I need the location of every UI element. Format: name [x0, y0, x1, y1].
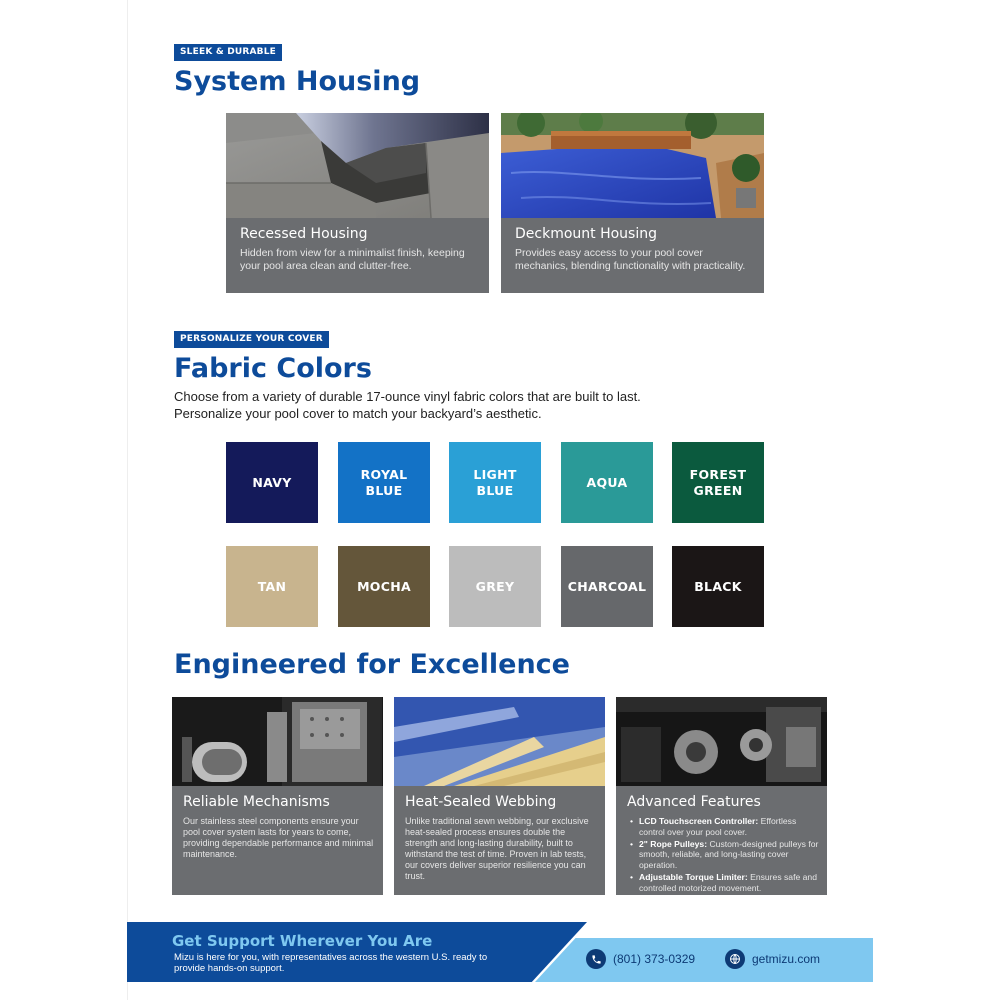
feature-card-webbing [394, 697, 605, 895]
color-swatch-mocha [338, 546, 430, 627]
card-description: Hidden from view for a minimalist finish, keeping your pool area clean and clutter-free. [240, 247, 465, 272]
card-title: Recessed Housing [240, 226, 368, 242]
card-title: Advanced Features [627, 794, 761, 810]
card-description: Unlike traditional sewn webbing, our exclusive heat-sealed process ensures double the strength and long-lasting durability, built to withstand the test of time. Proven in lab tests, our covers deliver superior resilience you can trust. [405, 816, 589, 881]
feature-item [628, 839, 820, 871]
swatch-label: ROYAL BLUE [360, 466, 408, 498]
swatch-label: GREY [475, 578, 515, 594]
mechanism-photo [172, 697, 383, 786]
section-tag-housing: SLEEK & DURABLE [174, 44, 282, 61]
swatch-label: NAVY [252, 474, 292, 490]
swatch-label: TAN [257, 578, 287, 594]
feature-text: Custom-designed pulleys for smooth, reliable, and long-lasting cover operation. [639, 838, 819, 871]
housing-card-deckmount [501, 113, 764, 293]
color-swatch-forest-green [672, 442, 764, 523]
feature-card-mechanisms [172, 697, 383, 895]
swatch-label: FOREST GREEN [689, 466, 747, 498]
phone-icon [586, 949, 606, 969]
feature-list [628, 816, 820, 895]
feature-text: Ensures safe and controlled motorized movement. [639, 871, 817, 893]
color-swatch-black [672, 546, 764, 627]
phone-number: (801) 373-0329 [613, 952, 696, 966]
swatch-label: CHARCOAL [567, 578, 647, 594]
footer-title: Get Support Wherever You Are [172, 932, 433, 950]
color-swatch-navy [226, 442, 318, 523]
card-title: Reliable Mechanisms [183, 794, 330, 810]
webbing-photo [394, 697, 605, 786]
swatch-label: BLACK [694, 578, 742, 594]
feature-label: 2" Rope Pulleys: [639, 838, 708, 849]
section-tag-fabric: PERSONALIZE YOUR COVER [174, 331, 329, 348]
globe-icon [725, 949, 745, 969]
color-swatch-grey [449, 546, 541, 627]
feature-card-advanced [616, 697, 827, 895]
intro-line: Choose from a variety of durable 17-ounce vinyl fabric colors that are built to last. [174, 389, 641, 404]
swatch-label: AQUA [586, 474, 628, 490]
website-url: getmizu.com [752, 952, 821, 966]
intro-line: Personalize your pool cover to match your backyard’s aesthetic. [174, 405, 542, 421]
card-title: Deckmount Housing [515, 226, 657, 242]
color-swatch-charcoal [561, 546, 653, 627]
phone-link[interactable] [586, 949, 695, 969]
recessed-housing-photo [226, 113, 489, 218]
color-swatch-royal-blue [338, 442, 430, 523]
color-swatch-tan [226, 546, 318, 627]
card-description: Provides easy access to your pool cover mechanics, blending functionality with practicality. [515, 247, 746, 272]
advanced-features-photo [616, 697, 827, 786]
color-swatch-light-blue [449, 442, 541, 523]
color-swatch-aqua [561, 442, 653, 523]
feature-label: Adjustable Torque Limiter: [639, 871, 748, 882]
section-heading-housing: System Housing [174, 66, 421, 97]
website-link[interactable] [725, 949, 820, 969]
feature-item [628, 872, 820, 894]
feature-text: Effortless control over your pool cover. [639, 816, 797, 837]
card-title: Heat-Sealed Webbing [405, 794, 557, 810]
section-heading-fabric: Fabric Colors [174, 353, 372, 384]
fabric-intro [174, 389, 641, 422]
feature-item [628, 816, 820, 838]
swatch-label: MOCHA [357, 578, 411, 594]
housing-card-recessed [226, 113, 489, 293]
section-heading-engineered: Engineered for Excellence [174, 649, 570, 680]
card-description: Our stainless steel components ensure your pool cover system lasts for years to come, providing dependable performance and minimal maintenance. [183, 816, 374, 859]
deckmount-housing-photo [501, 113, 764, 218]
footer-subtitle: Mizu is here for you, with representatives across the western U.S. ready to provide hands-on support. [174, 952, 488, 974]
swatch-label: LIGHT BLUE [473, 466, 517, 498]
feature-label: LCD Touchscreen Controller: [639, 816, 759, 826]
